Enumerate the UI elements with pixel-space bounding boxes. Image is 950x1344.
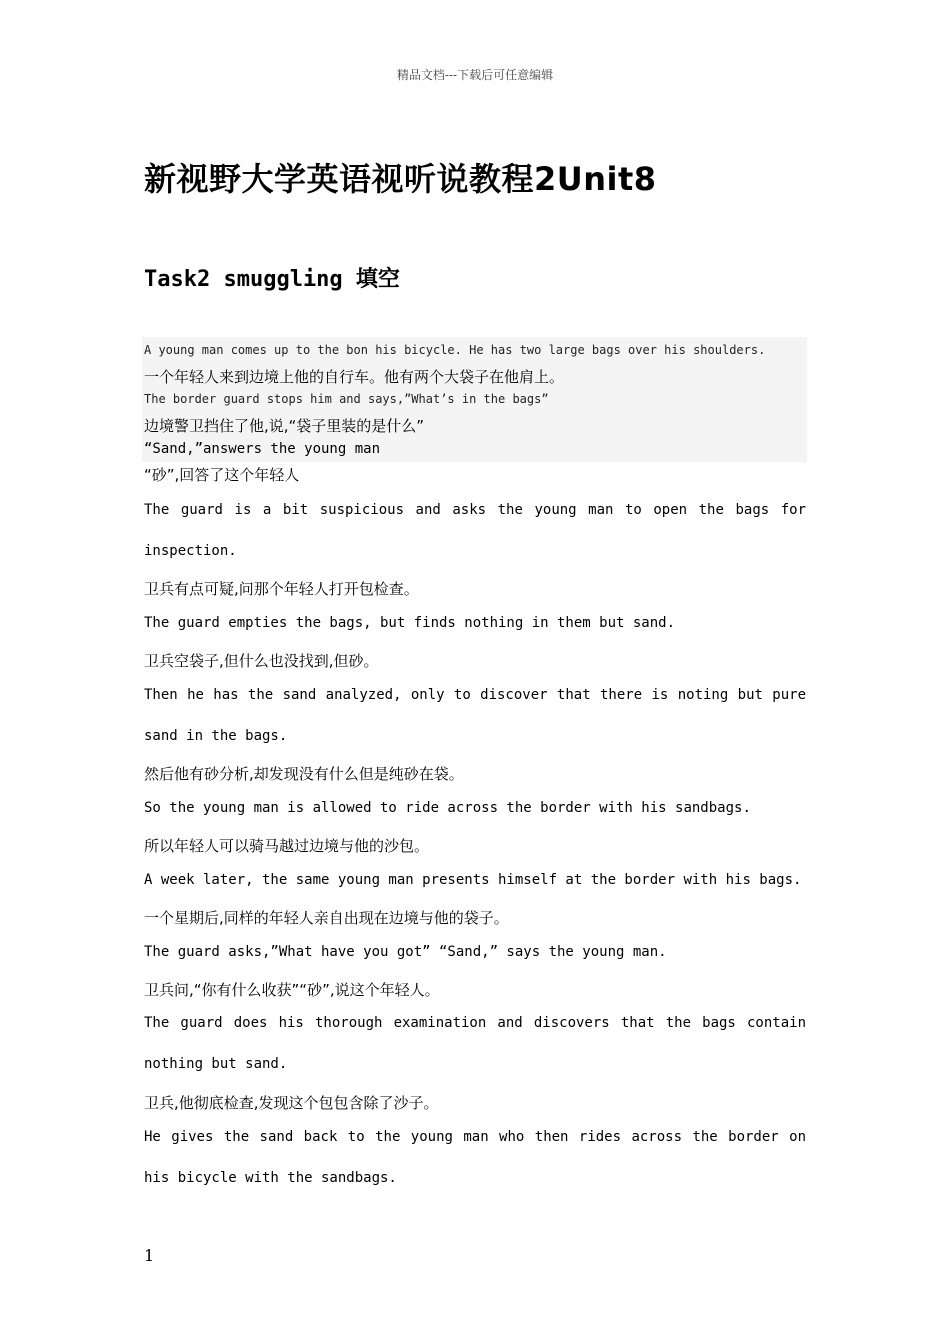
english-paragraph: He gives the sand back to the young man who then rides across the border on his bicycle with the sandbags. xyxy=(144,1129,806,1186)
chinese-line: 一个星期后,同样的年轻人亲自出现在边境与他的袋子。 xyxy=(144,909,509,927)
page-number: 1 xyxy=(144,1246,155,1265)
chinese-line: 卫兵,他彻底检查,发现这个包包含除了沙子。 xyxy=(144,1094,439,1112)
chinese-line: 卫兵问,“你有什么收获”“砂”,说这个年轻人。 xyxy=(144,981,440,999)
english-line: A week later, the same young man presents himself at the border with his bags. xyxy=(144,872,802,888)
document-title: 新视野大学英语视听说教程2Unit8 xyxy=(144,160,657,198)
chinese-line: 然后他有砂分析,却发现没有什么但是纯砂在袋。 xyxy=(144,765,464,783)
english-paragraph: Then he has the sand analyzed, only to discover that there is noting but pure sand in the bags. xyxy=(144,687,806,744)
chinese-line: “砂”,回答了这个年轻人 xyxy=(144,466,300,484)
english-line: A young man comes up to the bon his bicycle. He has two large bags over his shoulders. xyxy=(144,343,766,357)
chinese-line: 所以年轻人可以骑马越过边境与他的沙包。 xyxy=(144,837,430,855)
chinese-line: 边境警卫挡住了他,说,“袋子里装的是什么” xyxy=(144,417,425,435)
english-paragraph: The guard does his thorough examination and discovers that the bags contain nothing but sand. xyxy=(144,1015,806,1072)
english-line: The guard asks,”What have you got” “Sand,” says the young man. xyxy=(144,944,667,960)
section-heading: Task2 smuggling 填空 xyxy=(144,267,400,292)
english-line: So the young man is allowed to ride across the border with his sandbags. xyxy=(144,800,751,816)
english-line: The border guard stops him and says,”What’s in the bags” xyxy=(144,392,549,406)
english-line: “Sand,”answers the young man xyxy=(144,441,381,457)
page-header: 精品文档---下载后可任意编辑 xyxy=(396,68,554,82)
chinese-line: 卫兵有点可疑,问那个年轻人打开包检查。 xyxy=(144,580,419,598)
english-line: The guard empties the bags, but finds nothing in them but sand. xyxy=(144,615,676,631)
chinese-line: 一个年轻人来到边境上他的自行车。他有两个大袋子在他肩上。 xyxy=(144,368,565,386)
english-paragraph: The guard is a bit suspicious and asks the young man to open the bags for inspection. xyxy=(144,502,806,559)
chinese-line: 卫兵空袋子,但什么也没找到,但砂。 xyxy=(144,652,379,670)
